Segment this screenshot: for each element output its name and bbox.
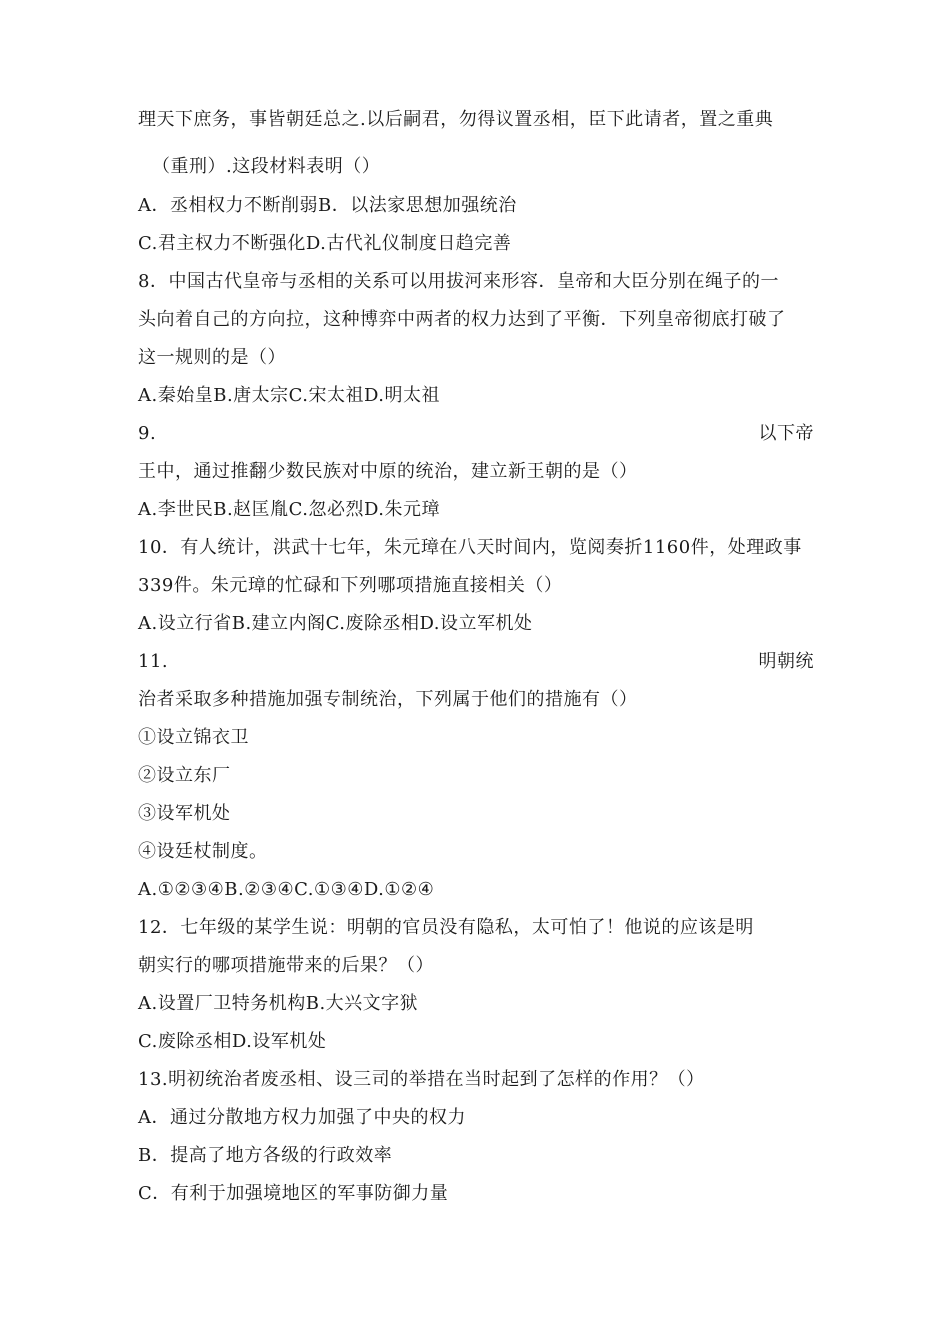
answer-option-b: B．提高了地方各级的行政效率 [138,1145,393,1166]
question-12-text: 朝实行的哪项措施带来的后果？（） [138,955,434,976]
passage-line: （重刑）.这段材料表明（） [152,156,381,177]
numbered-item: ①设立锦衣卫 [138,727,249,748]
numbered-item: ④设廷杖制度。 [138,841,268,862]
question-10-text: 10．有人统计，洪武十七年，朱元璋在八天时间内，览阅奏折1160件，处理政事 [138,537,802,558]
question-11-header [138,649,814,675]
answer-options: C.废除丞相D.设军机处 [138,1031,327,1052]
answer-options: C.君主权力不断强化D.古代礼仪制度日趋完善 [138,233,512,254]
answer-options: A．丞相权力不断削弱B．以法家思想加强统治 [138,195,517,216]
question-9-header [138,421,814,447]
question-text-fragment: 以下帝 [758,423,814,444]
answer-option-c: C．有利于加强境地区的军事防御力量 [138,1183,449,1204]
question-12-text: 12．七年级的某学生说：明朝的官员没有隐私，太可怕了！他说的应该是明 [138,917,754,938]
answer-option-a: A．通过分散地方权力加强了中央的权力 [138,1107,466,1128]
question-number: 11. [138,651,169,672]
numbered-item: ②设立东厂 [138,765,231,786]
question-8-text: 头向着自己的方向拉，这种博弈中两者的权力达到了平衡．下列皇帝彻底打破了 [138,309,786,330]
question-13-text: 13.明初统治者废丞相、设三司的举措在当时起到了怎样的作用？（） [138,1069,705,1090]
answer-options: A.①②③④B.②③④C.①③④D.①②④ [138,879,435,900]
answer-options: A.设立行省B.建立内阁C.废除丞相D.设立军机处 [138,613,533,634]
answer-options: A.秦始皇B.唐太宗C.宋太祖D.明太祖 [138,385,441,406]
question-8-text: 这一规则的是（） [138,347,286,368]
numbered-item: ③设军机处 [138,803,231,824]
question-11-text: 治者采取多种措施加强专制统治，下列属于他们的措施有（） [138,689,638,710]
answer-options: A.李世民B.赵匡胤C.忽必烈D.朱元璋 [138,499,441,520]
answer-options: A.设置厂卫特务机构B.大兴文字狱 [138,993,419,1014]
question-8-text: 8．中国古代皇帝与丞相的关系可以用拔河来形容．皇帝和大臣分别在绳子的一 [138,271,779,292]
question-number: 9. [138,423,157,444]
question-10-text: 339件。朱元璋的忙碌和下列哪项措施直接相关（） [138,575,563,596]
question-text-fragment: 明朝统 [758,651,814,672]
passage-line: 理天下庶务，事皆朝廷总之.以后嗣君，勿得议置丞相，臣下此请者，置之重典 [138,109,774,130]
question-9-text: 王中，通过推翻少数民族对中原的统治，建立新王朝的是（） [138,461,638,482]
